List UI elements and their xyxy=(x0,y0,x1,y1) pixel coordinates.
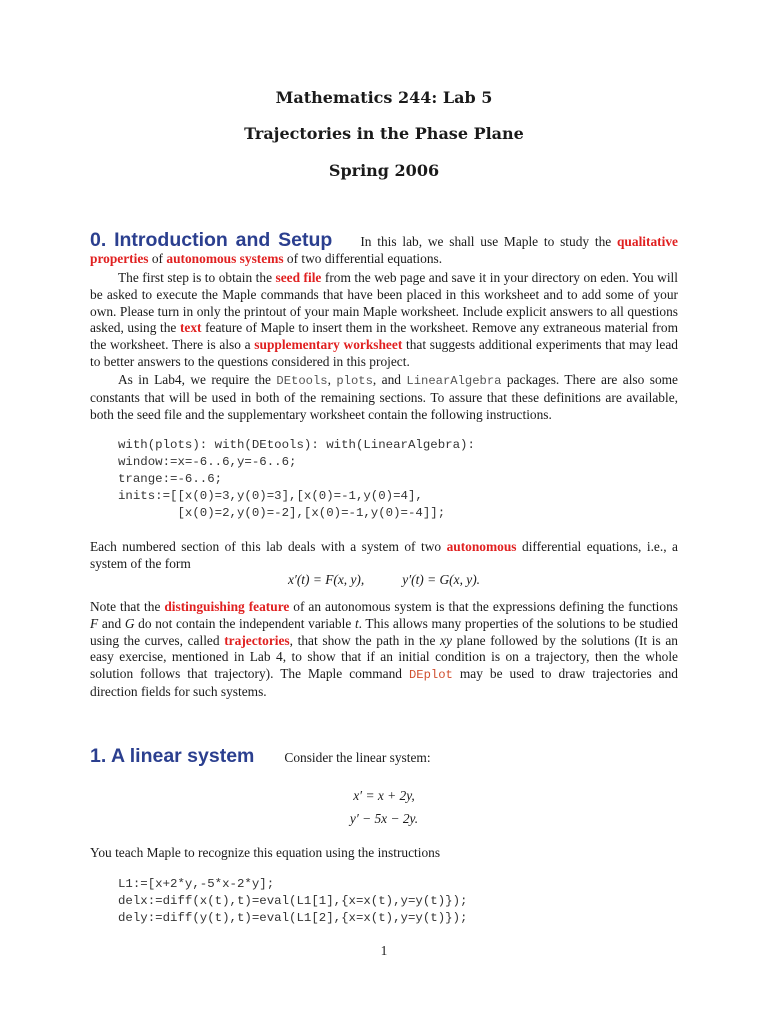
package-name: plots xyxy=(336,374,373,388)
paragraph-text: differential equations, i.e., a system of the form xyxy=(90,539,678,571)
system-equation xyxy=(0,572,768,589)
intro-text: In this lab, we shall use Maple to study the xyxy=(360,234,617,249)
highlight-term: qualitative properties xyxy=(90,234,678,266)
intro-text: of two differential equations. xyxy=(283,250,443,266)
paragraph-seed-file xyxy=(90,270,678,371)
section-1-intro xyxy=(90,745,678,767)
course-title: Mathematics 244: Lab 5 xyxy=(275,88,493,107)
paragraph-text: , that show the path in the xyxy=(289,632,441,648)
paragraph-packages xyxy=(90,372,678,423)
section-0-intro xyxy=(90,229,678,268)
section-1-heading: 1. A linear system xyxy=(90,745,255,767)
paragraph-text: Note that the xyxy=(90,599,165,614)
highlight-term: supplementary worksheet xyxy=(254,337,403,353)
intro-text: of xyxy=(148,250,167,266)
lab-title: Trajectories in the Phase Plane xyxy=(244,124,524,143)
paragraph-text: feature of Maple to insert them in the worksheet. Remove any extraneous material from the worksheet. There is also a xyxy=(90,320,678,353)
paragraph-text: packages. There are also some constants that will be used in both of the remaining sections. To assure that these definitions are available, both the seed file and the supplementary worksheet contain the following instructions. xyxy=(90,372,678,422)
math-symbol: xy xyxy=(440,632,452,648)
linear-code-block: L1:=[x+2*y,-5*x-2*y]; delx:=diff(x(t),t)=eval(L1[1],{x=x(t),y=y(t)}); dely:=diff(y(t),t)=eval(L1[2],{x=x(t),y=y(t)}); xyxy=(118,877,468,925)
paragraph-text: that suggests additional experiments that may lead to better answers to the questions considered in this project. xyxy=(90,337,678,369)
term-title: Spring 2006 xyxy=(328,161,440,180)
setup-code-block: with(plots): with(DEtools): with(LinearAlgebra): window:=x=-6..6,y=-6..6; trange:=-6..6; inits:=[[x(0)=3,y(0)=3],[x(0)=-1,y(0)=4], [x(0)=2,y(0)=-2],[x(0)=-1,y(0)=-4]]; xyxy=(118,438,475,520)
paragraph-text: do not contain the independent variable xyxy=(134,615,355,631)
paragraph-text: from the web page and save it in your directory on eden. You will be asked to execute the Maple commands that have been placed in this worksheet and to add some of your own. Please turn in only the printout of your main Maple worksheet. Include explicit answers to all questions asked, using the xyxy=(90,270,678,336)
command-name: DEplot xyxy=(408,668,453,683)
paragraph-text: Each numbered section of this lab deals with a system of two xyxy=(90,539,447,554)
math-symbol: F xyxy=(90,615,99,631)
linear-equation-2: y′ − 5x − 2y. xyxy=(349,811,419,826)
paragraph-instructions: You teach Maple to recognize this equation using the instructions xyxy=(90,845,441,860)
section-0-heading: 0. Introduction and Setup xyxy=(90,229,333,251)
highlight-term: distinguishing feature xyxy=(164,599,290,614)
paragraph-text: As in Lab4, we require the xyxy=(118,372,277,387)
highlight-term: autonomous systems xyxy=(166,250,284,266)
equation-y: y′(t) = G(x, y). xyxy=(402,572,481,587)
highlight-term: seed file xyxy=(275,270,322,285)
page-number: 1 xyxy=(380,943,388,958)
linear-equation-1: x′ = x + 2y, xyxy=(353,788,415,803)
highlight-term: text xyxy=(179,320,202,336)
math-symbol: t xyxy=(354,615,359,631)
package-name: LinearAlgebra xyxy=(406,374,502,388)
paragraph-text: The first step is to obtain the xyxy=(118,270,276,285)
paragraph-text: , xyxy=(327,372,337,387)
intro-text: Consider the linear system: xyxy=(284,750,431,765)
highlight-term: autonomous xyxy=(446,539,517,554)
paragraph-text: plane followed by the solutions (It is an easy exercise, mentioned in Lab 4, to show that if an initial condition is on a trajectory, then the whole solution follows that trajectory). The Maple command xyxy=(90,632,679,682)
paragraph-text: of an autonomous system is that the expressions defining the functions xyxy=(289,599,678,614)
paragraph-text: and xyxy=(98,615,125,631)
paragraph-text: , and xyxy=(372,372,407,387)
paragraph-text: . This allows many properties of the solutions to be studied using the curves, called xyxy=(90,615,678,648)
paragraph-text: may be used to draw trajectories and direction fields for such systems. xyxy=(90,666,678,699)
math-symbol: G xyxy=(124,615,135,631)
equation-x: x′(t) = F(x, y), xyxy=(287,572,365,587)
paragraph-autonomous xyxy=(90,539,678,573)
package-name: DEtools xyxy=(276,374,328,388)
paragraph-trajectories xyxy=(90,599,678,701)
highlight-term: trajectories xyxy=(224,632,290,648)
